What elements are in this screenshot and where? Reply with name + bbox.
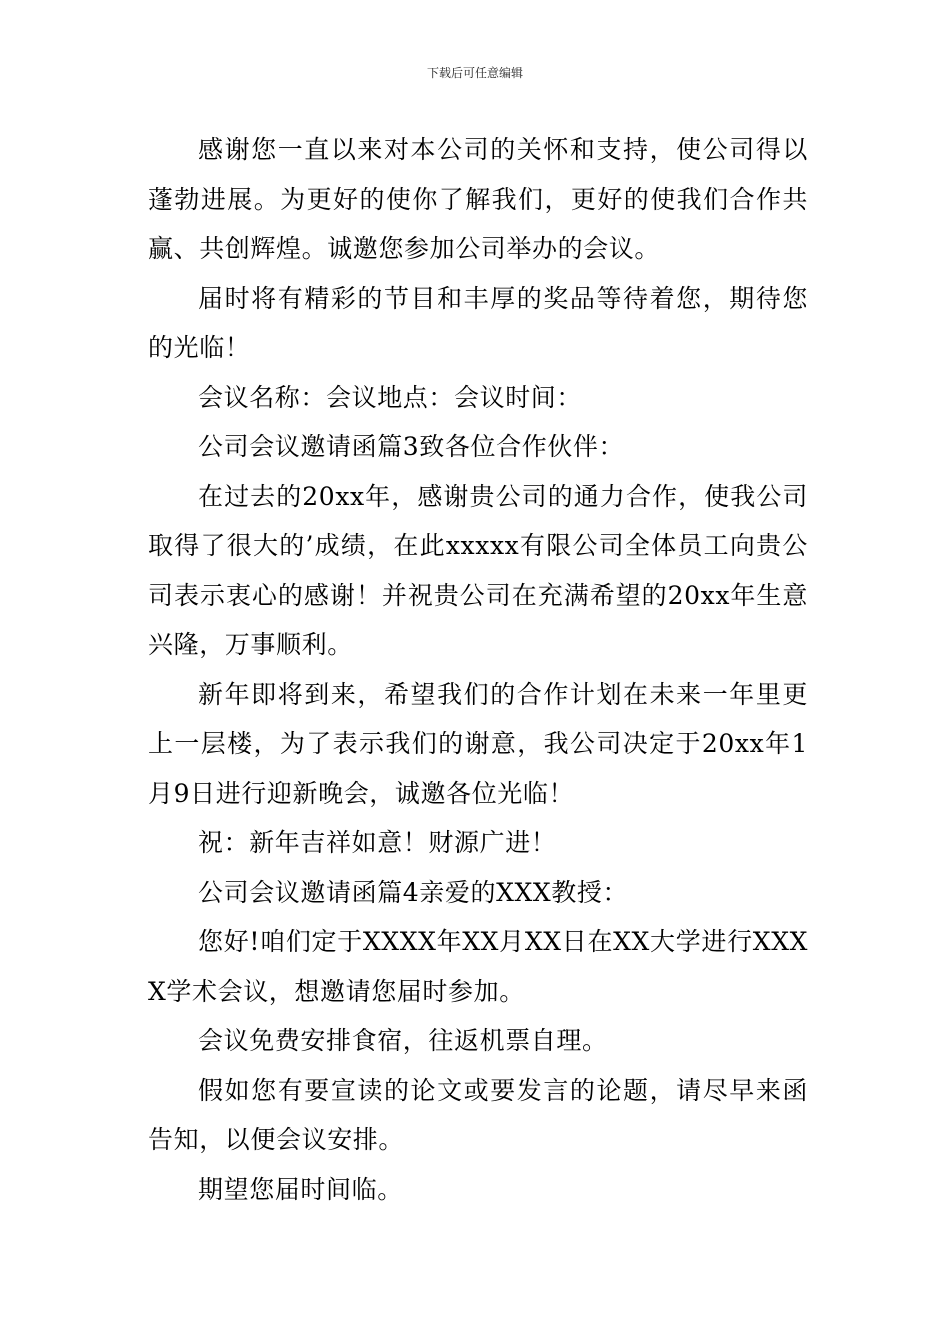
paragraph-2: 届时将有精彩的节目和丰厚的奖品等待着您，期待您的光临！ xyxy=(148,283,808,362)
paragraph-12: 期望您届时间临。 xyxy=(198,1174,403,1204)
document-body xyxy=(148,125,808,1214)
paragraph-1: 感谢您一直以来对本公司的关怀和支持，使公司得以蓬勃进展。为更好的使你了解我们，更好的使我们合作共赢、共创辉煌。诚邀您参加公司举办的会议。 xyxy=(148,135,808,263)
paragraph-4: 公司会议邀请函篇3致各位合作伙伴： xyxy=(198,432,625,461)
paragraph-9: 您好!咱们定于XXXX年XX月XX日在XX大学进行XXXX学术会议，想邀请您届时参加。 xyxy=(148,927,808,1006)
paragraph-10: 会议免费安排食宿，往返机票自理。 xyxy=(198,1026,608,1055)
paragraph-3: 会议名称：会议地点：会议时间： xyxy=(198,382,583,412)
paragraph-8: 公司会议邀请函篇4亲爱的XXX教授： xyxy=(198,877,629,907)
page-header: 下载后可任意编辑 xyxy=(426,66,523,80)
paragraph-11: 假如您有要宣读的论文或要发言的论题，请尽早来函告知，以便会议安排。 xyxy=(148,1075,808,1154)
paragraph-7: 祝：新年吉祥如意！财源广进！ xyxy=(198,828,557,857)
paragraph-6: 新年即将到来，希望我们的合作计划在未来一年里更上一层楼，为了表示我们的谢意，我公司决定于20xx年1月9日进行迎新晚会，诚邀各位光临！ xyxy=(148,679,808,808)
paragraph-5: 在过去的20xx年，感谢贵公司的通力合作，使我公司取得了很大的’成绩，在此xxxxx有限公司全体员工向贵公司表示衷心的感谢！并祝贵公司在充满希望的20xx年生意兴隆，万事顺利。 xyxy=(148,481,808,659)
